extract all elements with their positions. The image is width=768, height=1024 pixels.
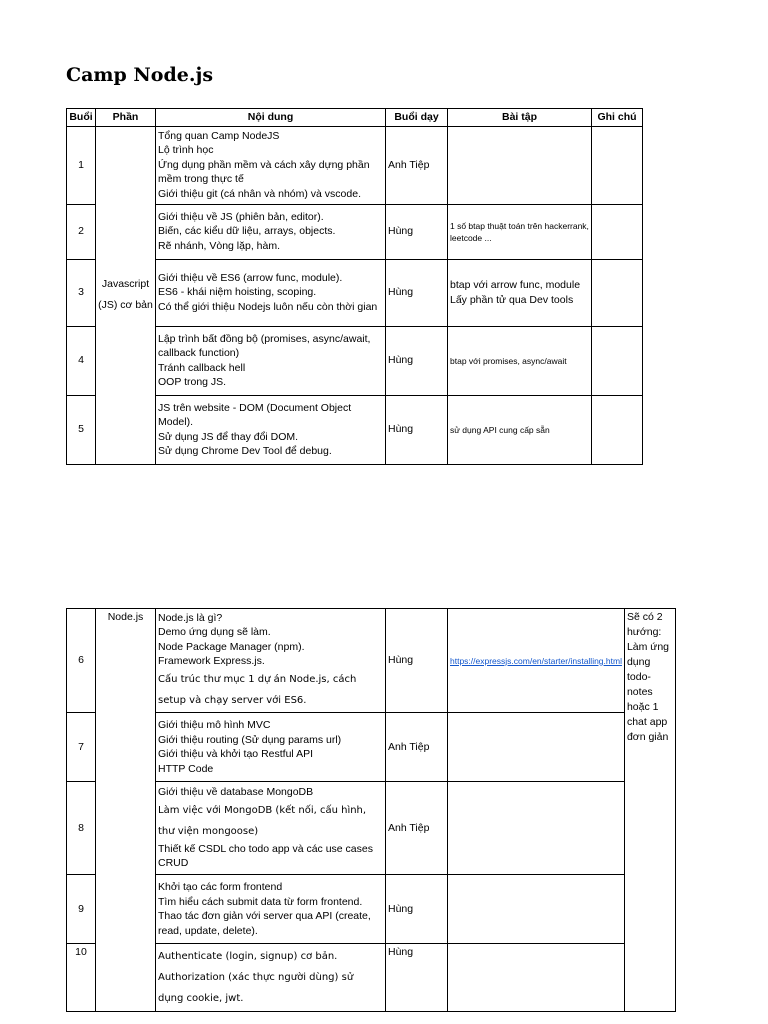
session-number: 5 (67, 395, 96, 464)
session-exercise (448, 126, 592, 204)
session-teacher: Anh Tiệp (386, 126, 448, 204)
content-line: Sử dụng JS để thay đổi DOM. (158, 430, 299, 443)
header-exercise: Bài tập (448, 109, 592, 127)
session-content (156, 326, 386, 395)
session-number: 1 (67, 126, 96, 204)
exercise-line: btap với arrow func, module (450, 279, 581, 291)
session-note (592, 395, 643, 464)
session-number: 7 (67, 713, 96, 782)
section-label: Javascript (101, 278, 150, 290)
schedule-table-js (66, 108, 643, 465)
content-line: Giới thiệu về ES6 (arrow func, module). (158, 271, 343, 284)
content-line: Giới thiệu về database MongoDB (158, 786, 314, 799)
session-content (156, 944, 386, 1012)
content-line: Thao tác đơn giản với server qua API (create, read, update, delete). (158, 910, 371, 937)
section-nodejs: Node.js (96, 609, 156, 1012)
session-content (156, 204, 386, 259)
header-session: Buổi (67, 109, 96, 127)
session-content (156, 782, 386, 875)
content-line: Ứng dụng phần mềm và cách xây dựng phần mềm trong thực tế (158, 158, 370, 186)
session-exercise (448, 944, 625, 1012)
session-exercise (448, 875, 625, 944)
session-teacher: Anh Tiệp (386, 782, 448, 875)
content-line: Khởi tạo các form frontend (158, 881, 283, 893)
table-row (67, 609, 676, 713)
content-line: Authorization (xác thực người dùng) sử (158, 972, 354, 983)
session-content (156, 126, 386, 204)
session-note: Sẽ có 2 hướng: Làm ứng dụng todo-notes hoặc 1 chat app đơn giản (624, 609, 675, 1012)
session-teacher: Hùng (386, 395, 448, 464)
content-line: OOP trong JS. (158, 376, 227, 388)
session-teacher: Hùng (386, 875, 448, 944)
session-number: 6 (67, 609, 96, 713)
content-line: ES6 - khái niệm hoisting, scoping. (158, 286, 317, 299)
table-row (67, 875, 676, 944)
session-exercise (448, 609, 625, 713)
content-line: Tránh callback hell (158, 361, 246, 374)
exercise-line: Lấy phần tử qua Dev tools (450, 293, 574, 306)
header-teacher: Buổi dạy (386, 109, 448, 127)
session-exercise (448, 782, 625, 875)
session-content (156, 609, 386, 713)
content-line: Biến, các kiểu dữ liệu, arrays, objects. (158, 225, 336, 238)
session-exercise: 1 số btap thuật toán trên hackerrank, leetcode ... (448, 204, 592, 259)
session-content (156, 713, 386, 782)
content-line: Giới thiệu git (cá nhân và nhóm) và vscode. (158, 187, 361, 200)
session-note (592, 259, 643, 326)
session-number: 2 (67, 204, 96, 259)
session-number: 3 (67, 259, 96, 326)
content-line: Giới thiệu routing (Sử dụng params url) (158, 733, 342, 746)
content-line: HTTP Code (158, 762, 214, 775)
content-line: Demo ứng dụng sẽ làm. (158, 626, 271, 638)
content-line: Tìm hiểu cách submit data từ form frontend. (158, 895, 363, 908)
session-number: 4 (67, 326, 96, 395)
content-line: Thiết kế CSDL cho todo app và các use cases CRUD (158, 842, 373, 870)
table-row (67, 944, 676, 1012)
content-line: Làm việc với MongoDB (kết nối, cấu hình, (158, 804, 367, 816)
session-number: 8 (67, 782, 96, 875)
content-line: Sử dụng Chrome Dev Tool để debug. (158, 445, 332, 457)
content-line: Lộ trình học (158, 144, 214, 157)
header-part: Phần (96, 109, 156, 127)
page-title: Camp Node.js (66, 64, 214, 86)
content-line: Giới thiệu về JS (phiên bản, editor). (158, 210, 324, 223)
session-exercise (448, 259, 592, 326)
session-exercise: btap với promises, async/await (448, 326, 592, 395)
table-row (67, 126, 643, 204)
session-content (156, 395, 386, 464)
session-number: 9 (67, 875, 96, 944)
header-note: Ghi chú (592, 109, 643, 127)
content-line: setup và chạy server với ES6. (158, 694, 307, 706)
session-teacher: Hùng (386, 326, 448, 395)
content-line: Cấu trúc thư mục 1 dự án Node.js, cách (158, 673, 357, 685)
content-line: Framework Express.js. (158, 655, 265, 667)
table-header-row (67, 109, 643, 127)
express-docs-link[interactable]: https://expressjs.com/en/starter/installing.html (450, 655, 622, 666)
session-note (592, 204, 643, 259)
header-content: Nội dung (156, 109, 386, 127)
session-teacher: Hùng (386, 944, 448, 1012)
session-note (592, 126, 643, 204)
session-teacher: Hùng (386, 204, 448, 259)
session-teacher: Hùng (386, 259, 448, 326)
content-line: Node.js là gì? (158, 611, 223, 624)
content-line: JS trên website - DOM (Document Object Model). (158, 401, 352, 428)
session-exercise: sử dụng API cung cấp sẵn (448, 395, 592, 464)
session-content (156, 259, 386, 326)
content-line: Lập trình bất đồng bộ (promises, async/await, callback function) (158, 332, 371, 359)
session-exercise (448, 713, 625, 782)
content-line: Node Package Manager (npm). (158, 640, 305, 653)
session-number: 10 (67, 944, 96, 1012)
content-line: Giới thiệu và khởi tạo Restful API (158, 748, 314, 760)
content-line: Tổng quan Camp NodeJS (158, 129, 280, 142)
section-label: (JS) cơ bản (98, 299, 153, 311)
session-teacher: Hùng (386, 609, 448, 713)
schedule-table-nodejs (66, 608, 676, 1012)
session-teacher: Anh Tiệp (386, 713, 448, 782)
content-line: Có thể giới thiệu Nodejs luôn nếu còn thời gian (158, 300, 378, 313)
content-line: Giới thiệu mô hình MVC (158, 719, 271, 731)
content-line: Rẽ nhánh, Vòng lặp, hàm. (158, 239, 281, 252)
table-row (67, 713, 676, 782)
content-line: thư viện mongoose) (158, 825, 259, 837)
session-content (156, 875, 386, 944)
session-note (592, 326, 643, 395)
table-row (67, 782, 676, 875)
content-line: Authenticate (login, signup) cơ bản. (158, 951, 338, 962)
section-javascript-basics (96, 126, 156, 464)
content-line: dụng cookie, jwt. (158, 993, 244, 1004)
